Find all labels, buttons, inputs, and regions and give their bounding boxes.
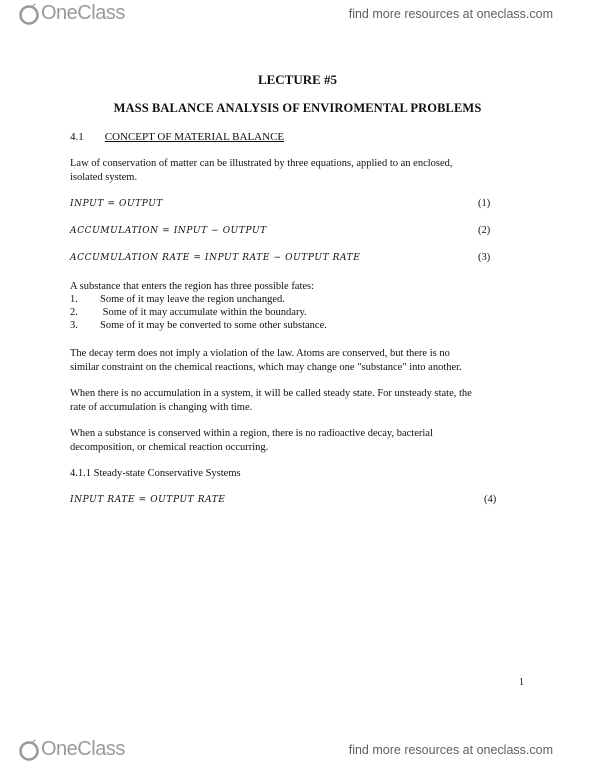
paragraph-line: When there is no accumulation in a system, it will be called steady state. For unsteady state, the — [70, 388, 472, 399]
promo-link[interactable]: find more resources at oneclass.com — [348, 7, 553, 21]
conserved-paragraph — [70, 427, 525, 454]
oneclass-logo[interactable] — [18, 2, 125, 25]
paragraph-line: When a substance is conserved within a region, there is no radioactive decay, bacterial — [70, 428, 433, 439]
decay-paragraph — [70, 347, 525, 374]
equation-1: INPUT = OUTPUT — [70, 199, 164, 209]
fates-intro: A substance that enters the region has three possible fates: — [70, 281, 315, 292]
subsection-heading: 4.1.1 Steady-state Conservative Systems — [70, 468, 241, 479]
logo-text: OneClass — [41, 738, 125, 760]
oneclass-logo-footer[interactable] — [18, 738, 125, 761]
promo-link-footer[interactable]: find more resources at oneclass.com — [348, 743, 553, 757]
section-title: CONCEPT OF MATERIAL BALANCE — [104, 131, 285, 143]
section-number: 4.1 — [70, 131, 84, 143]
list-item — [70, 306, 307, 320]
list-number: 1. — [70, 294, 78, 305]
paragraph-line: decomposition, or chemical reaction occurring. — [70, 441, 269, 453]
oneclass-logo-icon — [18, 3, 40, 25]
steady-state-paragraph — [70, 387, 525, 414]
equation-2: ACCUMULATION = INPUT − OUTPUT — [70, 226, 267, 236]
main-title: MASS BALANCE ANALYSIS OF ENVIROMENTAL PROBLEMS — [113, 101, 482, 115]
paragraph-line: similar constraint on the chemical reactions, which may change one "substance" into another. — [70, 361, 462, 373]
list-text: Some of it may leave the region unchanged. — [100, 294, 285, 305]
oneclass-logo-icon — [18, 739, 40, 761]
intro-line: isolated system. — [70, 171, 138, 183]
intro-line: Law of conservation of matter can be illustrated by three equations, applied to an enclosed, — [70, 158, 453, 169]
list-item — [70, 319, 327, 333]
list-text: Some of it may be converted to some other substance. — [100, 320, 327, 331]
section-heading — [70, 131, 284, 143]
paragraph-line: rate of accumulation is changing with time. — [70, 401, 253, 413]
equation-2-number: (2) — [478, 225, 491, 236]
equation-3: ACCUMULATION RATE = INPUT RATE − OUTPUT RATE — [70, 253, 361, 263]
page-number: 1 — [519, 677, 524, 688]
equation-4: INPUT RATE = OUTPUT RATE — [70, 495, 226, 505]
paragraph-line: The decay term does not imply a violation of the law. Atoms are conserved, but there is no — [70, 348, 450, 359]
list-text: Some of it may accumulate within the boundary. — [100, 307, 307, 318]
lecture-title: LECTURE #5 — [257, 72, 338, 87]
equation-4-number: (4) — [484, 494, 497, 505]
list-number: 3. — [70, 320, 78, 331]
intro-paragraph — [70, 157, 525, 184]
equation-1-number: (1) — [478, 198, 491, 209]
logo-text: OneClass — [41, 2, 125, 24]
equation-3-number: (3) — [478, 252, 491, 263]
list-number: 2. — [70, 307, 78, 318]
list-item — [70, 293, 285, 307]
